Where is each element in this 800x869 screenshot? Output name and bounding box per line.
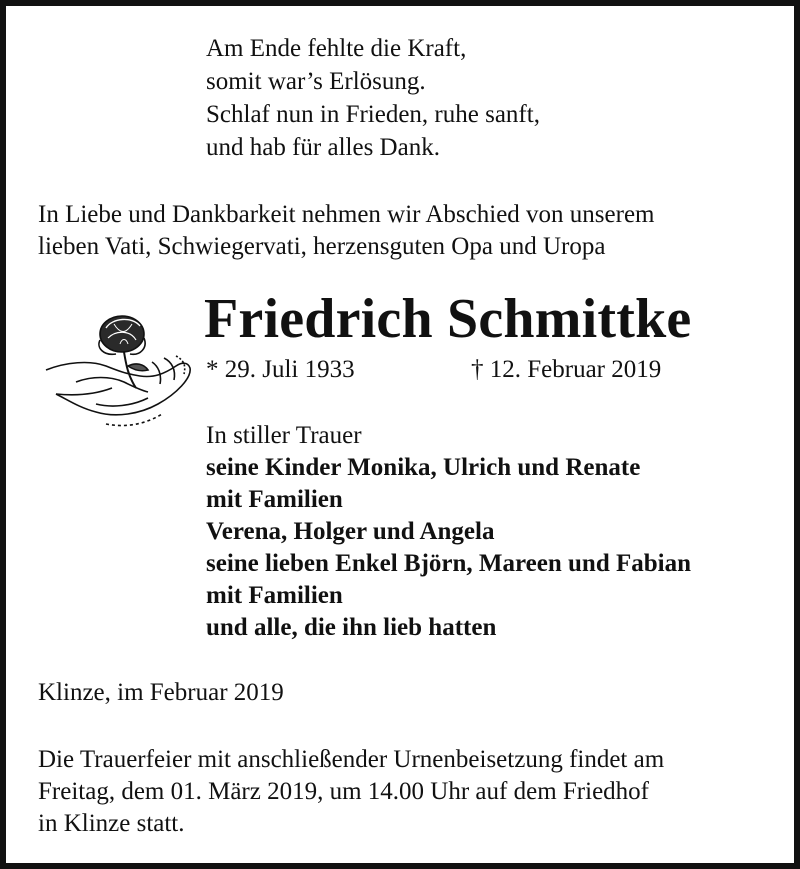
mourner-line: mit Familien [206,486,343,513]
poem-line: und hab für alles Dank. [206,134,440,161]
rose-in-hands-icon [36,304,196,434]
mourners [206,420,691,644]
poem-line: Schlaf nun in Frieden, ruhe sanft, [206,101,540,128]
poem [206,32,540,164]
intro-line: In Liebe und Dankbarkeit nehmen wir Abschied von unserem [38,201,655,228]
poem-line: somit war’s Erlösung. [206,68,426,95]
deceased-name: Friedrich Schmittke [204,288,692,350]
birth-date: * 29. Juli 1933 [206,356,355,383]
intro-line: lieben Vati, Schwiegervati, herzensguten Opa und Uropa [38,233,606,260]
mourners-heading: In stiller Trauer [206,422,362,449]
place-date: Klinze, im Februar 2019 [38,679,284,706]
funeral-line: in Klinze statt. [38,810,185,837]
death-date: † 12. Februar 2019 [471,356,662,383]
mourner-line: mit Familien [206,582,343,609]
poem-line: Am Ende fehlte die Kraft, [206,35,467,62]
life-dates [206,354,662,386]
intro-text [38,199,778,263]
mourner-line: seine Kinder Monika, Ulrich und Renate [206,454,641,481]
mourner-line: und alle, die ihn lieb hatten [206,614,497,641]
mourner-line: seine lieben Enkel Björn, Mareen und Fabian [206,550,692,577]
mourner-line: Verena, Holger und Angela [206,518,495,545]
funeral-details [38,744,778,840]
funeral-line: Die Trauerfeier mit anschließender Urnenbeisetzung findet am [38,746,665,773]
funeral-line: Freitag, dem 01. März 2019, um 14.00 Uhr auf dem Friedhof [38,778,649,805]
